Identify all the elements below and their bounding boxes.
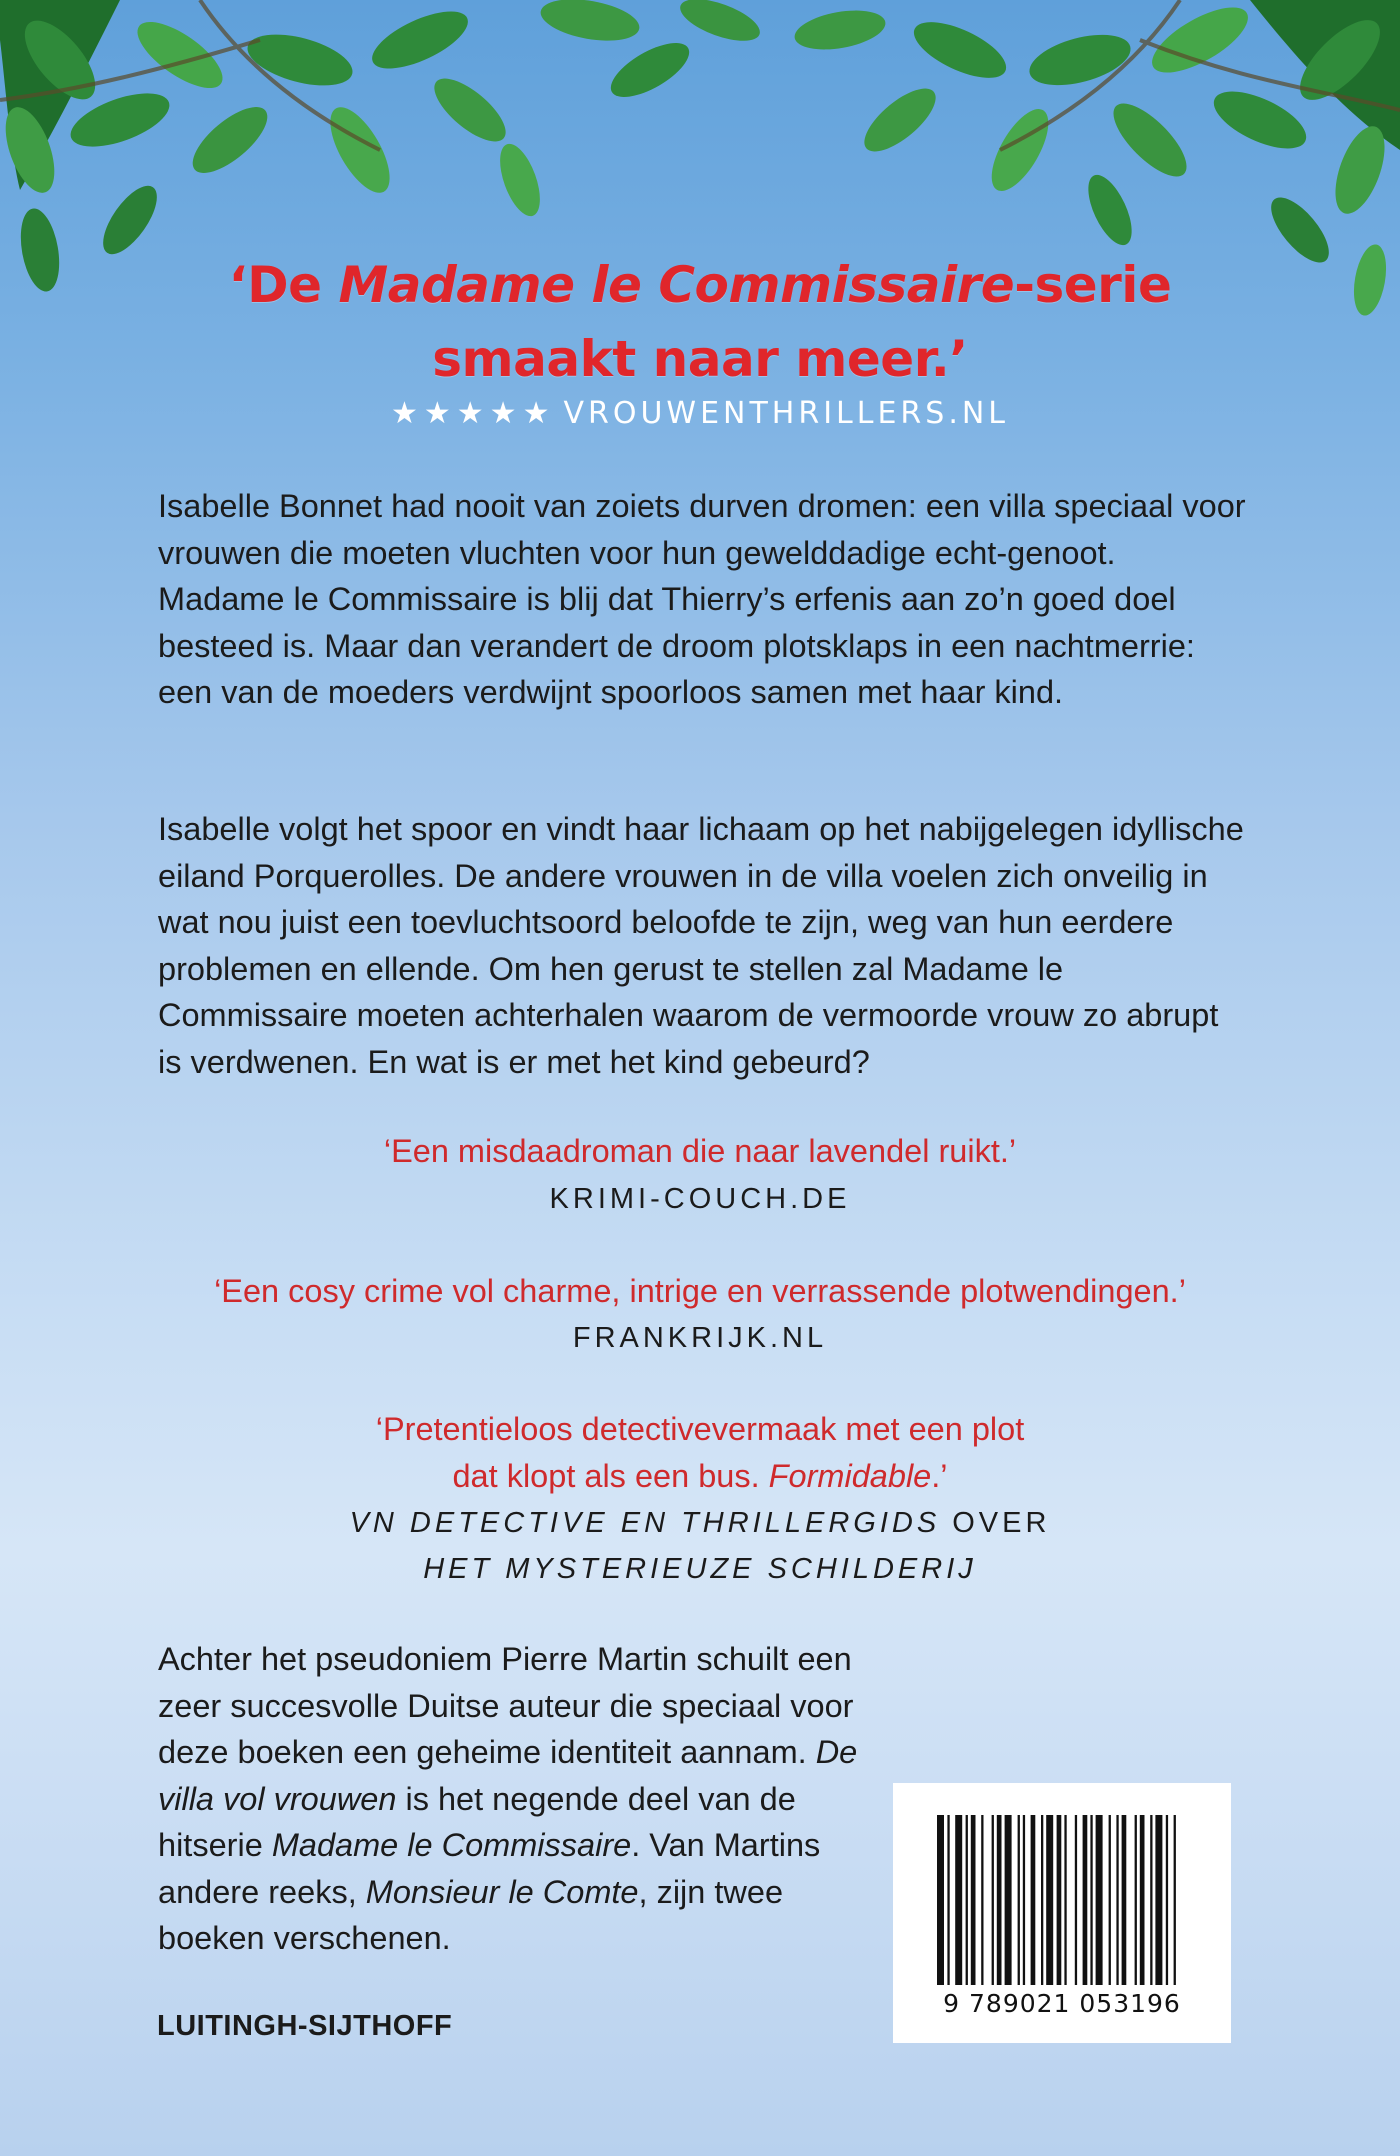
headline-line-2: smaakt naar meer.’ (432, 330, 968, 388)
review-quote-1: ‘Een misdaadroman die naar lavendel ruikt.’ (383, 1133, 1017, 1169)
barcode-bar (971, 1815, 976, 1985)
barcode-bar (1090, 1815, 1092, 1985)
barcode-bar (997, 1815, 1002, 1985)
barcode-bar (1109, 1815, 1111, 1985)
author-bio-text-d: , zijn twee boeken verschenen. (158, 1873, 784, 1956)
barcode-bar (1150, 1815, 1152, 1985)
review-source-3-line-1 (0, 1500, 1400, 1546)
headline-source (0, 396, 1400, 431)
barcode-bar (1096, 1815, 1103, 1985)
source-publication: VN DETECTIVE EN THRILLERGIDS (349, 1507, 941, 1539)
barcode-bar (1174, 1815, 1176, 1985)
headline-source-name: VROUWENTHRILLERS.NL (563, 396, 1010, 431)
review-source-3 (0, 1500, 1400, 1592)
review-source-2: FRANKRIJK.NL (572, 1322, 828, 1354)
headline-suffix: -serie (1014, 256, 1172, 314)
headline-prefix: ‘De (228, 256, 339, 314)
headline-line-1 (0, 248, 1400, 322)
author-bio-text-a: Achter het pseudoniem Pierre Martin schuilt een zeer succesvolle Duitse auteur die speciaal voor deze boeken een geheime identiteit aannam. (158, 1641, 854, 1770)
barcode-bar (1135, 1815, 1137, 1985)
barcode-bar (1116, 1815, 1118, 1985)
barcode-bar (1083, 1815, 1088, 1985)
barcode-bar (966, 1815, 968, 1985)
barcode-bar (1018, 1815, 1020, 1985)
review-quote-3 (0, 1406, 1400, 1499)
synopsis-paragraph-2: Isabelle volgt het spoor en vindt haar lichaam op het nabijgelegen idyllische eiland Porquerolles. De andere vrouwen in de villa voelen zich onveilig in wat nou juist een toevluchtsoord beloofde te zijn, weg van hun eerdere problemen en ellende. Om hen gerust te stellen zal Madame le Commissaire moeten achterhalen waarom de vermoorde vrouw zo abrupt is verdwenen. En wat is er met het kind gebeurd? (158, 811, 1244, 1080)
quote-text: dat klopt als een bus. (452, 1457, 769, 1494)
source-over: OVER (940, 1507, 1051, 1539)
quote-emphasis: Formidable (768, 1457, 932, 1494)
barcode-bar (981, 1815, 983, 1985)
synopsis-paragraph-1: Isabelle Bonnet had nooit van zoiets durven dromen: een villa speciaal voor vrouwen die moeten vluchten voor hun gewelddadige echt-genoot. Madame le Commissaire is blij dat Thierry’s erfenis aan zo’n goed doel besteed is. Maar dan verandert de droom plotsklaps in een nachtmerrie: een van de moeders verdwijnt spoorloos samen met haar kind. (158, 488, 1246, 710)
barcode-bar (1041, 1815, 1043, 1985)
series-title: Madame le Commissaire (271, 1827, 632, 1863)
barcode-bar (1031, 1815, 1036, 1985)
review-quote-3-line-2 (0, 1453, 1400, 1500)
barcode-icon (937, 1815, 1187, 1985)
barcode-bar (955, 1815, 962, 1985)
barcode-bar (1140, 1815, 1145, 1985)
book-title: De villa vol vrouwen (158, 1734, 858, 1817)
barcode-bar (1075, 1815, 1077, 1985)
author-bio-text-b: is het negende deel van de hitserie (158, 1780, 796, 1863)
star-icon: ★★★★★ (390, 396, 556, 431)
barcode-bar (1122, 1815, 1127, 1985)
author-bio-text-c: . Van Martins andere reeks, (158, 1827, 821, 1910)
headline-quote (0, 248, 1400, 396)
barcode (893, 1783, 1231, 2043)
barcode-bar (1023, 1815, 1025, 1985)
barcode-bar (937, 1815, 944, 1985)
barcode-bar (1064, 1815, 1066, 1985)
review-source-1: KRIMI-COUCH.DE (549, 1183, 851, 1215)
review-quote-2: ‘Een cosy crime vol charme, intrige en verrassende plotwendingen.’ (214, 1273, 1186, 1309)
barcode-bar (992, 1815, 994, 1985)
barcode-bar (1166, 1815, 1168, 1985)
isbn-number: 9 789021 053196 (943, 1989, 1181, 2018)
review-quote-3-line-1: ‘Pretentieloos detectivevermaak met een plot (375, 1411, 1025, 1447)
review-source-3-line-2: HET MYSTERIEUZE SCHILDERIJ (423, 1553, 977, 1585)
barcode-bar (1005, 1815, 1012, 1985)
headline-series-title: Madame le Commissaire (338, 256, 1015, 314)
barcode-bar (1155, 1815, 1162, 1985)
publisher-logo: LUITINGH-SIJTHOFF (157, 2010, 453, 2042)
barcode-bar (947, 1815, 949, 1985)
barcode-bar (1046, 1815, 1053, 1985)
other-series-title: Monsieur le Comte (365, 1873, 639, 1910)
quote-text-end: .’ (931, 1457, 948, 1494)
barcode-bar (1057, 1815, 1062, 1985)
